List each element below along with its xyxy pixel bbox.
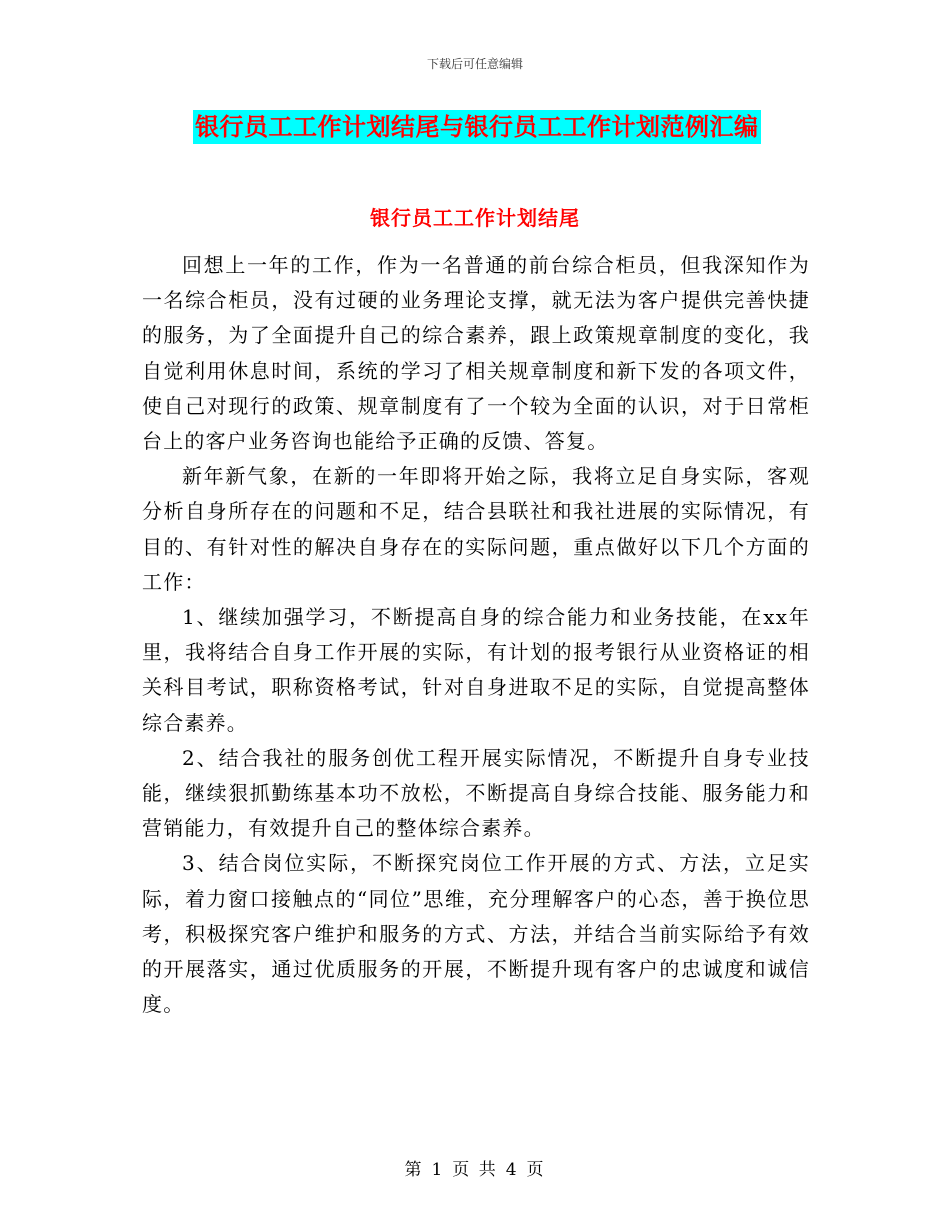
footer-page-suffix: 页 xyxy=(526,1160,546,1180)
main-title: 银行员工工作计划结尾与银行员工工作计划范例汇编 xyxy=(193,110,761,144)
document-body xyxy=(142,248,810,1022)
paragraph-2: 新年新气象，在新的一年即将开始之际，我将立足自身实际，客观分析自身所存在的问题和不足，结合县联社和我社进展的实际情况，有目的、有针对性的解决自身存在的实际问题，重点做好以下几个方面的工作： xyxy=(142,464,810,594)
paragraph-5: 3、结合岗位实际，不断探究岗位工作开展的方式、方法，立足实际，着力窗口接触点的“同位”思维，充分理解客户的心态，善于换位思考，积极探究客户维护和服务的方式、方法，并结合当前实际给予有效的开展落实，通过优质服务的开展，不断提升现有客户的忠诚度和诚信度。 xyxy=(142,851,810,1017)
header-note: 下载后可任意编辑 xyxy=(426,57,523,71)
paragraph-4: 2、结合我社的服务创优工程开展实际情况，不断提升自身专业技能，继续狠抓勤练基本功不放松，不断提高自身综合技能、服务能力和营销能力，有效提升自己的整体综合素养。 xyxy=(142,745,810,841)
footer-page-mid: 页 共 xyxy=(452,1160,498,1180)
footer-page-number: 1 xyxy=(431,1160,445,1180)
footer-page-total: 4 xyxy=(505,1160,519,1180)
section-title: 银行员工工作计划结尾 xyxy=(370,206,580,230)
paragraph-1: 回想上一年的工作，作为一名普通的前台综合柜员，但我深知作为一名综合柜员，没有过硬的业务理论支撑，就无法为客户提供完善快捷的服务，为了全面提升自己的综合素养，跟上政策规章制度的变化，我自觉利用休息时间，系统的学习了相关规章制度和新下发的各项文件，使自己对现行的政策、规章制度有了一个较为全面的认识，对于日常柜台上的客户业务咨询也能给予正确的反馈、答复。 xyxy=(142,253,810,454)
footer-page-prefix: 第 xyxy=(404,1160,424,1180)
page-footer xyxy=(0,1155,950,1180)
paragraph-3: 1、继续加强学习，不断提高自身的综合能力和业务技能，在xx年里，我将结合自身工作开展的实际，有计划的报考银行从业资格证的相关科目考试，职称资格考试，针对自身进取不足的实际，自觉提高整体综合素养。 xyxy=(142,605,810,735)
main-title-container xyxy=(193,110,761,144)
